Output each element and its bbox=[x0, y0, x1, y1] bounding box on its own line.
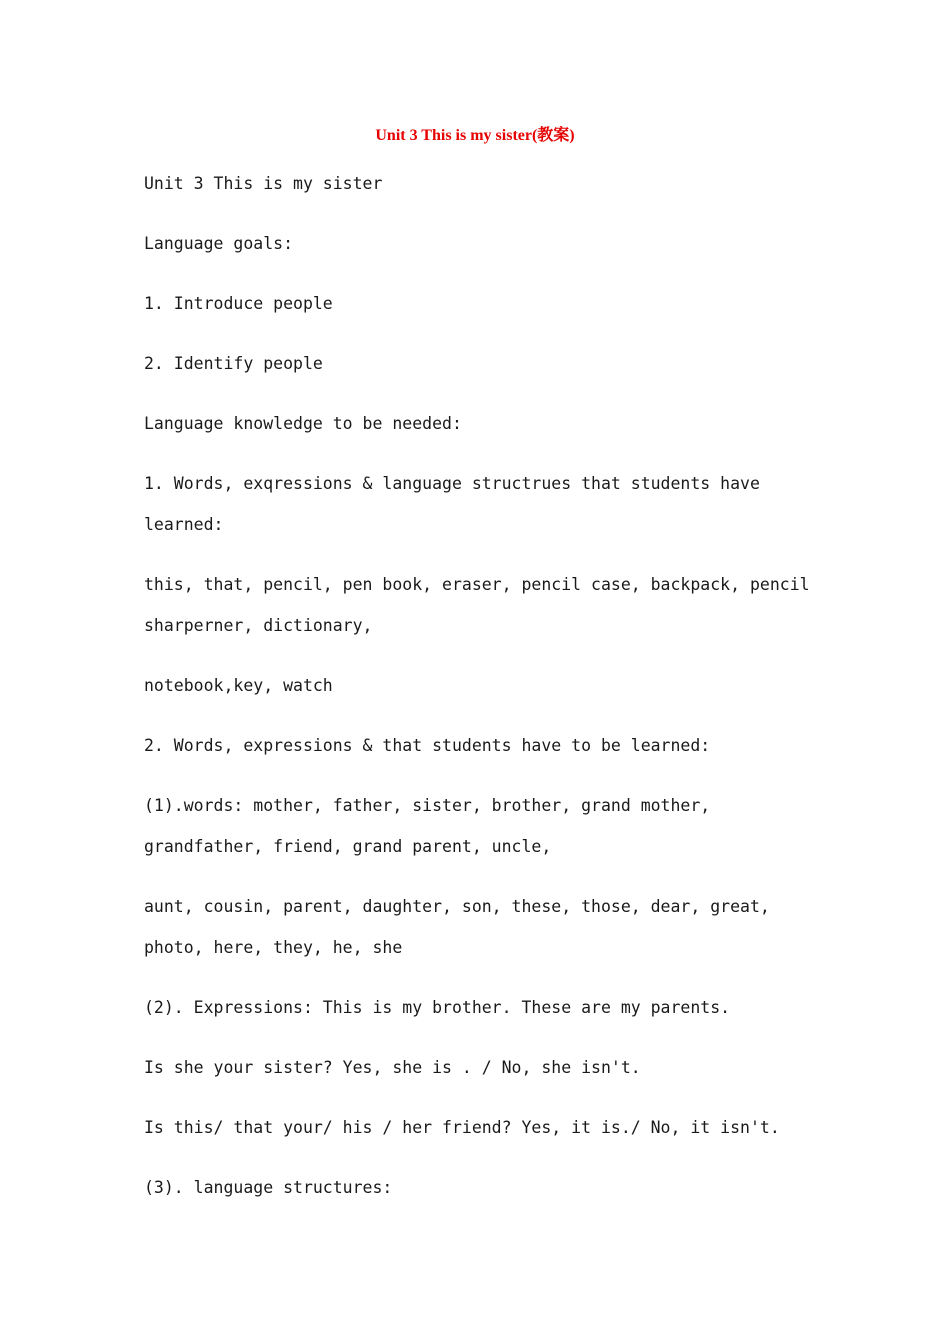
line-expression-question-1: Is she your sister? Yes, she is . / No, she isn't. bbox=[144, 1058, 641, 1077]
line-new-words-2: aunt, cousin, parent, daughter, son, these, those, dear, great, bbox=[144, 897, 770, 916]
line-new-words: (1).words: mother, father, sister, brother, grand mother, bbox=[144, 796, 711, 815]
line-knowledge-1: 1. Words, exqressions & language structrues that students have bbox=[144, 474, 760, 493]
line-knowledge-heading: Language knowledge to be needed: bbox=[144, 414, 462, 433]
line-learned-words-cont: sharperner, dictionary, bbox=[144, 616, 373, 635]
line-expression-question-2: Is this/ that your/ his / her friend? Yes, it is./ No, it isn't. bbox=[144, 1118, 780, 1137]
line-expressions: (2). Expressions: This is my brother. These are my parents. bbox=[144, 998, 731, 1017]
document-title: Unit 3 This is my sister(教案) bbox=[375, 127, 575, 144]
line-knowledge-2: 2. Words, expressions & that students have to be learned: bbox=[144, 736, 711, 755]
line-unit-heading: Unit 3 This is my sister bbox=[144, 174, 383, 193]
line-new-words-cont: grandfather, friend, grand parent, uncle, bbox=[144, 837, 552, 856]
line-learned-words: this, that, pencil, pen book, eraser, pencil case, backpack, pencil bbox=[144, 575, 810, 594]
line-structures-heading: (3). language structures: bbox=[144, 1178, 393, 1197]
line-language-goals: Language goals: bbox=[144, 234, 294, 253]
line-learned-words-2: notebook,key, watch bbox=[144, 676, 333, 695]
line-new-words-2-cont: photo, here, they, he, she bbox=[144, 938, 403, 957]
line-knowledge-1-cont: learned: bbox=[144, 515, 224, 534]
line-goal-2: 2. Identify people bbox=[144, 354, 323, 373]
line-goal-1: 1. Introduce people bbox=[144, 294, 333, 313]
